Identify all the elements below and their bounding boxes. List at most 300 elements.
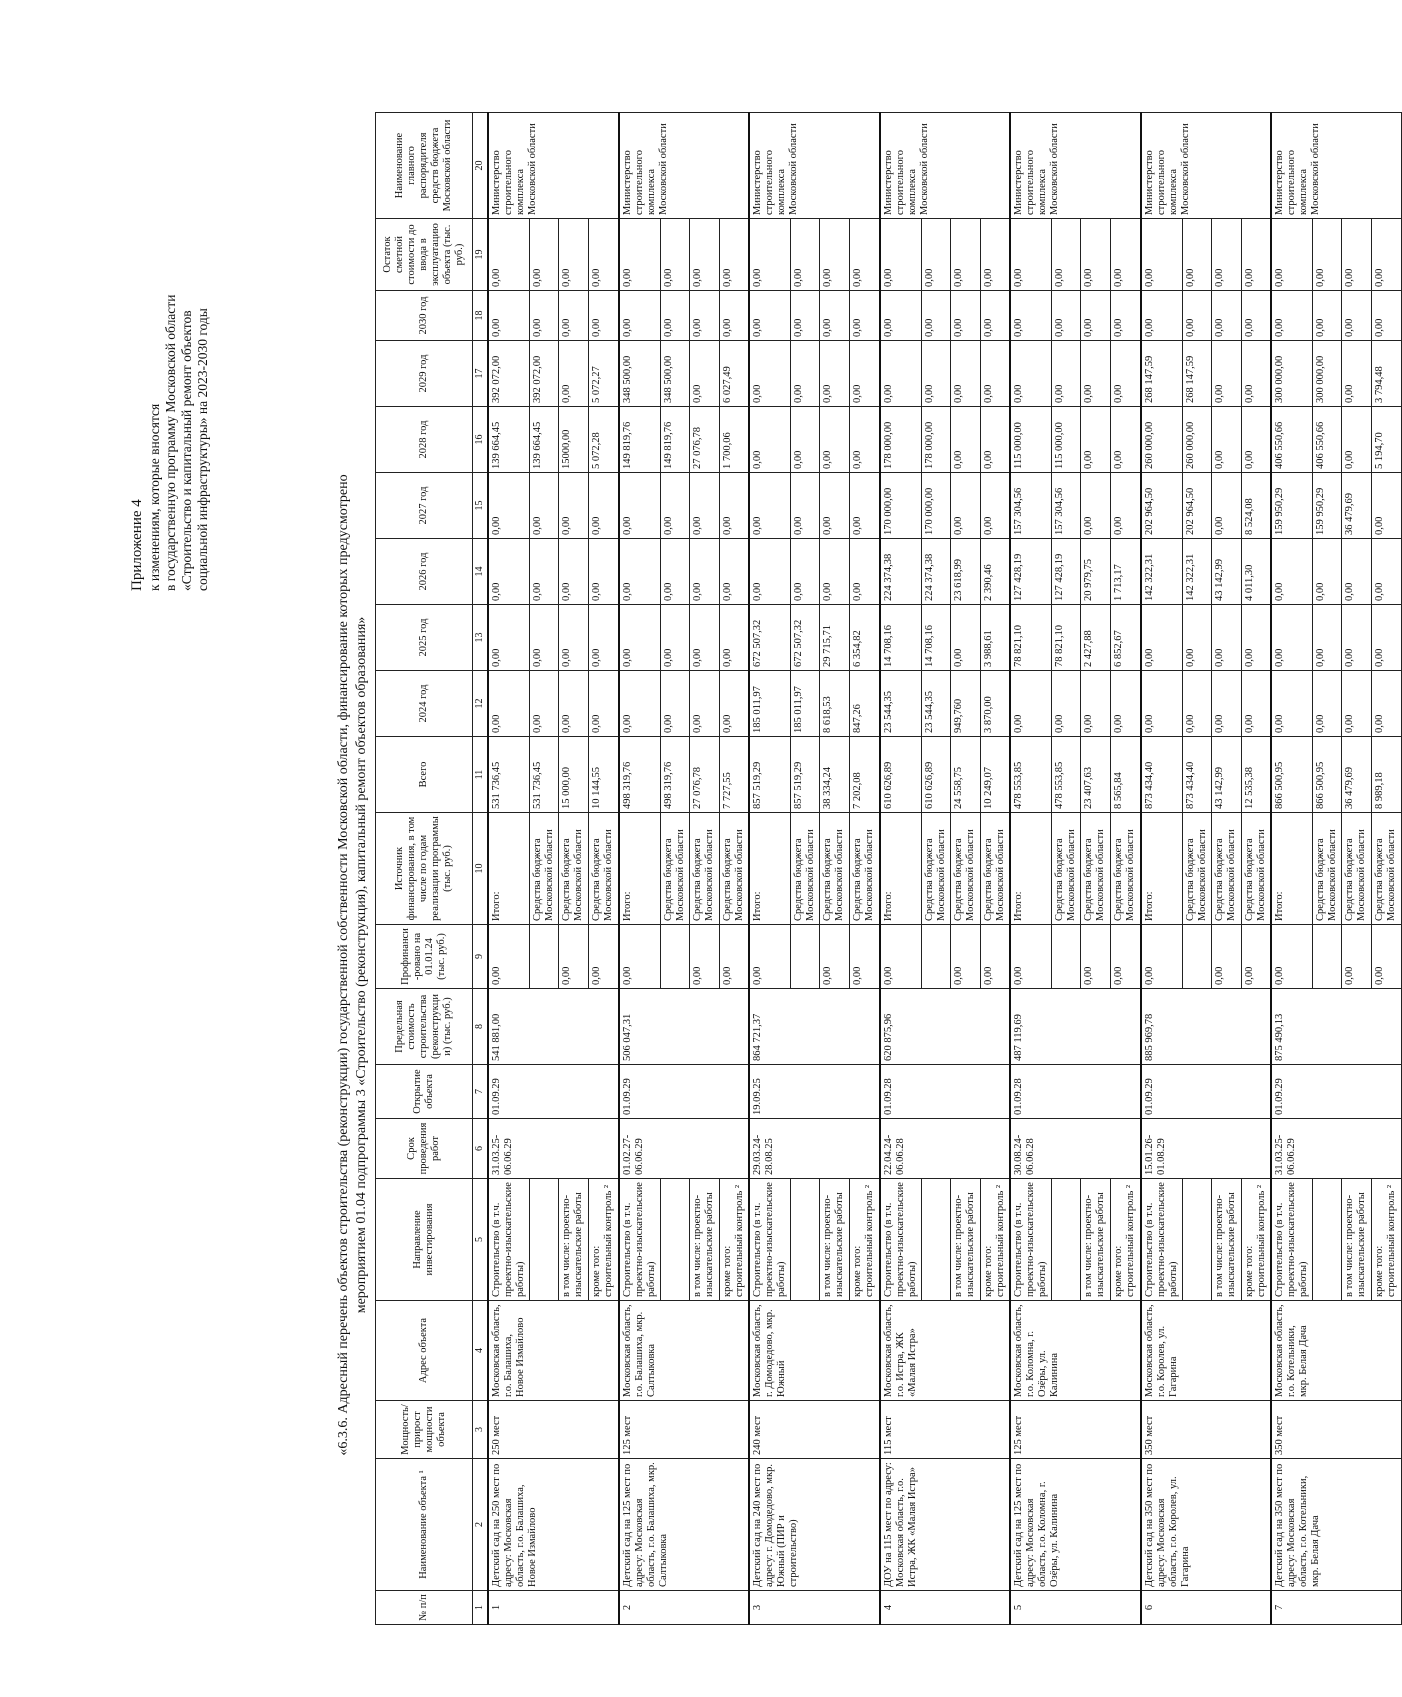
column-header: Адрес объекта bbox=[376, 1301, 473, 1401]
amount-total: 498 319,76 bbox=[660, 737, 689, 813]
column-header: Мощность/ прирост мощности объекта bbox=[376, 1401, 473, 1459]
column-header: 2029 год bbox=[376, 341, 473, 407]
table-caption bbox=[335, 445, 371, 1485]
column-index: 1 bbox=[473, 1591, 489, 1625]
limit-cost: 864 721,37 bbox=[749, 989, 880, 1065]
budget-distributor: Министерство строительного комплекса Московской области bbox=[749, 113, 880, 219]
amount-y2025: 6 852,67 bbox=[1111, 605, 1141, 671]
amount-y2029: 0,00 bbox=[950, 341, 980, 407]
amount-y2025: 0,00 bbox=[1342, 605, 1372, 671]
column-index: 10 bbox=[473, 813, 489, 925]
amount-total: 857 519,29 bbox=[791, 737, 820, 813]
amount-y2029: 0,00 bbox=[880, 341, 922, 407]
amount-y2029: 0,00 bbox=[559, 341, 589, 407]
work-term: 01.02.27-06.06.29 bbox=[619, 1119, 750, 1179]
financed-amount: 0,00 bbox=[1141, 925, 1183, 989]
budget-distributor: Министерство строительного комплекса Московской области bbox=[880, 113, 1011, 219]
financing-source: Итого: bbox=[488, 813, 530, 925]
amount-y2028: 406 550,66 bbox=[1271, 407, 1313, 473]
limit-cost: 620 875,96 bbox=[880, 989, 1011, 1065]
financing-source: Итого: bbox=[749, 813, 791, 925]
amount-y2026: 0,00 bbox=[1342, 539, 1372, 605]
table-row bbox=[1141, 113, 1183, 1625]
object-opening: 01.09.29 bbox=[619, 1065, 750, 1119]
amount-y2026: 0,00 bbox=[619, 539, 661, 605]
financing-source: Средства бюджета Московской области bbox=[950, 813, 980, 925]
amount-rest: 0,00 bbox=[1313, 219, 1342, 291]
amount-y2029: 5 072,27 bbox=[589, 341, 619, 407]
amount-y2024: 0,00 bbox=[1372, 671, 1402, 737]
amount-y2025: 0,00 bbox=[660, 605, 689, 671]
amount-y2026: 0,00 bbox=[791, 539, 820, 605]
amount-rest: 0,00 bbox=[1342, 219, 1372, 291]
amount-rest: 0,00 bbox=[950, 219, 980, 291]
financing-source: Итого: bbox=[1141, 813, 1183, 925]
financing-source: Средства бюджета Московской области bbox=[921, 813, 950, 925]
amount-y2025: 0,00 bbox=[589, 605, 619, 671]
column-index: 13 bbox=[473, 605, 489, 671]
amount-y2026: 4 011,30 bbox=[1241, 539, 1271, 605]
financing-source: Средства бюджета Московской области bbox=[1342, 813, 1372, 925]
amount-y2024: 0,00 bbox=[1081, 671, 1111, 737]
amount-y2026: 1 713,17 bbox=[1111, 539, 1141, 605]
object-name: Детский сад на 240 мест по адресу: г. Домодедово, мкр. Южный (ПИР и строительство) bbox=[749, 1459, 880, 1591]
amount-y2027: 36 479,69 bbox=[1342, 473, 1372, 539]
amount-y2025: 0,00 bbox=[619, 605, 661, 671]
column-index: 2 bbox=[473, 1459, 489, 1591]
financed-amount: 0,00 bbox=[980, 925, 1010, 989]
amount-y2027: 0,00 bbox=[950, 473, 980, 539]
amount-y2026: 0,00 bbox=[660, 539, 689, 605]
amount-y2025: 2 427,88 bbox=[1081, 605, 1111, 671]
amount-y2025: 29 715,71 bbox=[820, 605, 850, 671]
amount-total: 36 479,69 bbox=[1342, 737, 1372, 813]
amount-y2027: 0,00 bbox=[850, 473, 880, 539]
document-sheet bbox=[107, 115, 1397, 1655]
amount-total: 10 144,55 bbox=[589, 737, 619, 813]
object-address: Московская область, г. Домодедово, мкр. Южный bbox=[749, 1301, 880, 1401]
amount-y2027: 0,00 bbox=[689, 473, 719, 539]
investment-direction bbox=[1052, 1179, 1081, 1301]
amount-y2026: 224 374,38 bbox=[880, 539, 922, 605]
amount-y2029: 0,00 bbox=[1241, 341, 1271, 407]
column-index: 8 bbox=[473, 989, 489, 1065]
amount-y2028: 139 664,45 bbox=[488, 407, 530, 473]
financed-amount: 0,00 bbox=[488, 925, 530, 989]
budget-distributor: Министерство строительного комплекса Московской области bbox=[1271, 113, 1402, 219]
table-row bbox=[880, 113, 922, 1625]
amount-y2026: 142 322,31 bbox=[1182, 539, 1211, 605]
amount-y2028: 149 819,76 bbox=[660, 407, 689, 473]
financed-amount: 0,00 bbox=[1241, 925, 1271, 989]
budget-distributor: Министерство строительного комплекса Московской области bbox=[1010, 113, 1141, 219]
financed-amount bbox=[1052, 925, 1081, 989]
amount-y2026: 20 979,75 bbox=[1081, 539, 1111, 605]
object-number: 4 bbox=[880, 1591, 1011, 1625]
amount-y2029: 300 000,00 bbox=[1313, 341, 1342, 407]
amount-y2026: 23 618,99 bbox=[950, 539, 980, 605]
objects-table bbox=[375, 112, 1402, 1625]
object-name: Детский сад на 350 мест по адресу: Московская область, г.о. Котельники, мкр. Белая Дача bbox=[1271, 1459, 1402, 1591]
amount-y2029: 0,00 bbox=[980, 341, 1010, 407]
financed-amount: 0,00 bbox=[820, 925, 850, 989]
amount-y2024: 0,00 bbox=[660, 671, 689, 737]
object-number: 1 bbox=[488, 1591, 619, 1625]
amount-y2025: 3 988,61 bbox=[980, 605, 1010, 671]
financing-source: Средства бюджета Московской области bbox=[689, 813, 719, 925]
financed-amount: 0,00 bbox=[1342, 925, 1372, 989]
amount-y2028: 0,00 bbox=[1342, 407, 1372, 473]
financed-amount: 0,00 bbox=[719, 925, 749, 989]
amount-total: 857 519,29 bbox=[749, 737, 791, 813]
investment-direction: Строительство (в т.ч. проектно-изыскательские работы) bbox=[1010, 1179, 1052, 1301]
budget-distributor: Министерство строительного комплекса Московской области bbox=[619, 113, 750, 219]
amount-y2030: 0,00 bbox=[689, 291, 719, 341]
financed-amount: 0,00 bbox=[559, 925, 589, 989]
amount-y2026: 224 374,38 bbox=[921, 539, 950, 605]
amount-total: 498 319,76 bbox=[619, 737, 661, 813]
object-name: Детский сад на 125 мест по адресу: Московская область, г.о. Коломна, г. Озёры, ул. Калинина bbox=[1010, 1459, 1141, 1591]
amount-total: 8 565,84 bbox=[1111, 737, 1141, 813]
amount-y2024: 0,00 bbox=[559, 671, 589, 737]
amount-y2028: 0,00 bbox=[850, 407, 880, 473]
amount-y2030: 0,00 bbox=[980, 291, 1010, 341]
amount-y2027: 0,00 bbox=[530, 473, 559, 539]
amount-rest: 0,00 bbox=[1211, 219, 1241, 291]
table-row bbox=[1271, 113, 1313, 1625]
object-address: Московская область, г.о. Балашиха, Новое Измайлово bbox=[488, 1301, 619, 1401]
amount-y2030: 0,00 bbox=[619, 291, 661, 341]
appendix-header bbox=[129, 151, 211, 591]
amount-y2025: 0,00 bbox=[1271, 605, 1313, 671]
amount-rest: 0,00 bbox=[589, 219, 619, 291]
object-number: 7 bbox=[1271, 1591, 1402, 1625]
amount-y2030: 0,00 bbox=[950, 291, 980, 341]
amount-y2028: 0,00 bbox=[1111, 407, 1141, 473]
address-list-table bbox=[375, 119, 1402, 1625]
financing-source: Средства бюджета Московской области bbox=[791, 813, 820, 925]
financing-source: Средства бюджета Московской области bbox=[850, 813, 880, 925]
amount-y2024: 0,00 bbox=[689, 671, 719, 737]
budget-distributor: Министерство строительного комплекса Московской области bbox=[488, 113, 619, 219]
financing-source: Средства бюджета Московской области bbox=[530, 813, 559, 925]
amount-y2028: 1 700,06 bbox=[719, 407, 749, 473]
amount-y2029: 268 147,59 bbox=[1141, 341, 1183, 407]
column-header: Направление инвестирования bbox=[376, 1179, 473, 1301]
amount-rest: 0,00 bbox=[660, 219, 689, 291]
financing-source: Итого: bbox=[619, 813, 661, 925]
appendix-line-2: в государственную программу Московской области bbox=[163, 294, 178, 591]
amount-total: 478 553,85 bbox=[1052, 737, 1081, 813]
amount-y2029: 0,00 bbox=[1081, 341, 1111, 407]
amount-y2027: 0,00 bbox=[791, 473, 820, 539]
amount-y2029: 0,00 bbox=[689, 341, 719, 407]
object-number: 5 bbox=[1010, 1591, 1141, 1625]
amount-y2027: 157 304,56 bbox=[1010, 473, 1052, 539]
amount-total: 610 626,89 bbox=[880, 737, 922, 813]
amount-y2028: 406 550,66 bbox=[1313, 407, 1342, 473]
investment-direction: в том числе: проектно-изыскательские работы bbox=[950, 1179, 980, 1301]
amount-y2027: 159 950,29 bbox=[1271, 473, 1313, 539]
amount-y2025: 0,00 bbox=[689, 605, 719, 671]
amount-y2026: 0,00 bbox=[689, 539, 719, 605]
column-index: 18 bbox=[473, 291, 489, 341]
amount-y2028: 0,00 bbox=[1081, 407, 1111, 473]
investment-direction: в том числе: проектно-изыскательские работы bbox=[1081, 1179, 1111, 1301]
amount-rest: 0,00 bbox=[1271, 219, 1313, 291]
amount-y2026: 127 428,19 bbox=[1052, 539, 1081, 605]
investment-direction: кроме того: строительный контроль ² bbox=[719, 1179, 749, 1301]
financing-source: Итого: bbox=[880, 813, 922, 925]
column-index: 15 bbox=[473, 473, 489, 539]
amount-y2028: 0,00 bbox=[820, 407, 850, 473]
work-term: 31.03.25-06.06.29 bbox=[1271, 1119, 1402, 1179]
column-index: 3 bbox=[473, 1401, 489, 1459]
amount-y2030: 0,00 bbox=[1271, 291, 1313, 341]
table-header-row bbox=[376, 113, 473, 1625]
amount-y2026: 0,00 bbox=[1313, 539, 1342, 605]
amount-y2024: 949,760 bbox=[950, 671, 980, 737]
amount-y2026: 0,00 bbox=[488, 539, 530, 605]
column-index: 16 bbox=[473, 407, 489, 473]
amount-rest: 0,00 bbox=[980, 219, 1010, 291]
limit-cost: 885 969,78 bbox=[1141, 989, 1272, 1065]
amount-y2026: 0,00 bbox=[820, 539, 850, 605]
financed-amount: 0,00 bbox=[749, 925, 791, 989]
amount-y2028: 27 076,78 bbox=[689, 407, 719, 473]
investment-direction bbox=[1182, 1179, 1211, 1301]
amount-y2029: 0,00 bbox=[1111, 341, 1141, 407]
amount-y2026: 2 390,46 bbox=[980, 539, 1010, 605]
investment-direction: в том числе: проектно-изыскательские работы bbox=[559, 1179, 589, 1301]
amount-y2028: 5 194,70 bbox=[1372, 407, 1402, 473]
financed-amount: 0,00 bbox=[1081, 925, 1111, 989]
amount-y2024: 3 870,00 bbox=[980, 671, 1010, 737]
financing-source: Средства бюджета Московской области bbox=[1211, 813, 1241, 925]
appendix-line-4: социальной инфраструктуры» на 2023-2030 годы bbox=[195, 308, 210, 591]
table-row bbox=[749, 113, 791, 1625]
amount-rest: 0,00 bbox=[1241, 219, 1271, 291]
column-index: 6 bbox=[473, 1119, 489, 1179]
amount-y2025: 0,00 bbox=[1141, 605, 1183, 671]
work-term: 31.03.25-06.06.29 bbox=[488, 1119, 619, 1179]
financing-source: Итого: bbox=[1271, 813, 1313, 925]
amount-y2029: 392 072,00 bbox=[530, 341, 559, 407]
amount-y2029: 6 027,49 bbox=[719, 341, 749, 407]
amount-y2027: 0,00 bbox=[1211, 473, 1241, 539]
investment-direction: Строительство (в т.ч. проектно-изыскательские работы) bbox=[880, 1179, 922, 1301]
amount-y2028: 0,00 bbox=[749, 407, 791, 473]
amount-y2027: 0,00 bbox=[820, 473, 850, 539]
column-header: Наименование главного распорядителя средств бюджета Московской области bbox=[376, 113, 473, 219]
column-index: 11 bbox=[473, 737, 489, 813]
amount-y2027: 0,00 bbox=[488, 473, 530, 539]
amount-y2029: 0,00 bbox=[1052, 341, 1081, 407]
amount-y2030: 0,00 bbox=[1211, 291, 1241, 341]
amount-y2027: 0,00 bbox=[1081, 473, 1111, 539]
amount-y2024: 0,00 bbox=[1052, 671, 1081, 737]
amount-total: 531 736,45 bbox=[488, 737, 530, 813]
amount-y2027: 202 964,50 bbox=[1182, 473, 1211, 539]
amount-y2027: 0,00 bbox=[660, 473, 689, 539]
amount-y2024: 0,00 bbox=[1241, 671, 1271, 737]
amount-y2029: 392 072,00 bbox=[488, 341, 530, 407]
investment-direction: в том числе: проектно-изыскательские работы bbox=[820, 1179, 850, 1301]
amount-y2024: 0,00 bbox=[589, 671, 619, 737]
amount-total: 27 076,78 bbox=[689, 737, 719, 813]
table-row bbox=[619, 113, 661, 1625]
amount-y2029: 0,00 bbox=[1010, 341, 1052, 407]
amount-y2024: 0,00 bbox=[1211, 671, 1241, 737]
appendix-title: Приложение 4 bbox=[129, 499, 145, 591]
work-term: 22.04.24-06.06.28 bbox=[880, 1119, 1011, 1179]
caption-line-2: мероприятием 01.04 подпрограммы 3 «Строительство (реконструкция), капитальный ремонт объектов образования» bbox=[354, 616, 369, 1314]
financed-amount bbox=[1313, 925, 1342, 989]
amount-y2024: 0,00 bbox=[1111, 671, 1141, 737]
object-address: Московская область, г.о. Коломна, г. Озёры, ул. Калинина bbox=[1010, 1301, 1141, 1401]
amount-y2024: 8 618,53 bbox=[820, 671, 850, 737]
amount-y2030: 0,00 bbox=[719, 291, 749, 341]
amount-y2024: 185 011,97 bbox=[749, 671, 791, 737]
limit-cost: 487 119,69 bbox=[1010, 989, 1141, 1065]
object-opening: 01.09.29 bbox=[1271, 1065, 1402, 1119]
investment-direction: Строительство (в т.ч. проектно-изыскательские работы) bbox=[1271, 1179, 1313, 1301]
amount-rest: 0,00 bbox=[880, 219, 922, 291]
limit-cost: 541 881,00 bbox=[488, 989, 619, 1065]
amount-y2025: 14 708,16 bbox=[921, 605, 950, 671]
financed-amount: 0,00 bbox=[1372, 925, 1402, 989]
financed-amount bbox=[791, 925, 820, 989]
column-header: Открытие объекта bbox=[376, 1065, 473, 1119]
object-address: Московская область, г.о. Котельники, мкр. Белая Дача bbox=[1271, 1301, 1402, 1401]
financing-source: Средства бюджета Московской области bbox=[1081, 813, 1111, 925]
financing-source: Средства бюджета Московской области bbox=[719, 813, 749, 925]
amount-y2030: 0,00 bbox=[880, 291, 922, 341]
amount-y2029: 348 500,00 bbox=[619, 341, 661, 407]
amount-y2026: 142 322,31 bbox=[1141, 539, 1183, 605]
amount-y2030: 0,00 bbox=[1052, 291, 1081, 341]
object-capacity: 240 мест bbox=[749, 1401, 880, 1459]
amount-y2028: 260 000,00 bbox=[1182, 407, 1211, 473]
amount-y2024: 23 544,35 bbox=[880, 671, 922, 737]
amount-rest: 0,00 bbox=[488, 219, 530, 291]
amount-y2026: 0,00 bbox=[1372, 539, 1402, 605]
investment-direction bbox=[1313, 1179, 1342, 1301]
financing-source: Средства бюджета Московской области bbox=[1111, 813, 1141, 925]
financed-amount: 0,00 bbox=[689, 925, 719, 989]
amount-y2024: 0,00 bbox=[1141, 671, 1183, 737]
amount-rest: 0,00 bbox=[1010, 219, 1052, 291]
amount-y2029: 0,00 bbox=[820, 341, 850, 407]
object-capacity: 350 мест bbox=[1271, 1401, 1402, 1459]
object-capacity: 125 мест bbox=[619, 1401, 750, 1459]
amount-y2025: 0,00 bbox=[950, 605, 980, 671]
object-opening: 01.09.28 bbox=[1010, 1065, 1141, 1119]
amount-y2024: 0,00 bbox=[530, 671, 559, 737]
amount-rest: 0,00 bbox=[1111, 219, 1141, 291]
financed-amount: 0,00 bbox=[1010, 925, 1052, 989]
financing-source: Средства бюджета Московской области bbox=[1313, 813, 1342, 925]
object-name: Детский сад на 125 мест по адресу: Московская область, г.о. Балашиха, мкр. Салтыковка bbox=[619, 1459, 750, 1591]
amount-y2029: 3 794,48 bbox=[1372, 341, 1402, 407]
financing-source: Средства бюджета Московской области bbox=[1241, 813, 1271, 925]
amount-y2030: 0,00 bbox=[1342, 291, 1372, 341]
investment-direction: кроме того: строительный контроль ² bbox=[850, 1179, 880, 1301]
column-index: 19 bbox=[473, 219, 489, 291]
financed-amount bbox=[530, 925, 559, 989]
object-opening: 01.09.29 bbox=[1141, 1065, 1272, 1119]
amount-rest: 0,00 bbox=[921, 219, 950, 291]
amount-y2030: 0,00 bbox=[660, 291, 689, 341]
financed-amount: 0,00 bbox=[619, 925, 661, 989]
column-index: 5 bbox=[473, 1179, 489, 1301]
amount-y2024: 0,00 bbox=[488, 671, 530, 737]
column-index: 14 bbox=[473, 539, 489, 605]
amount-y2027: 0,00 bbox=[1372, 473, 1402, 539]
table-row bbox=[1010, 113, 1052, 1625]
amount-y2028: 0,00 bbox=[791, 407, 820, 473]
investment-direction: кроме того: строительный контроль ² bbox=[589, 1179, 619, 1301]
financed-amount: 0,00 bbox=[589, 925, 619, 989]
amount-y2029: 0,00 bbox=[791, 341, 820, 407]
investment-direction: Строительство (в т.ч. проектно-изыскательские работы) bbox=[488, 1179, 530, 1301]
amount-total: 24 558,75 bbox=[950, 737, 980, 813]
amount-total: 866 500,95 bbox=[1313, 737, 1342, 813]
object-address: Московская область, г.о. Истра, ЖК «Малая Истра» bbox=[880, 1301, 1011, 1401]
column-index: 17 bbox=[473, 341, 489, 407]
investment-direction bbox=[791, 1179, 820, 1301]
amount-y2030: 0,00 bbox=[488, 291, 530, 341]
amount-y2030: 0,00 bbox=[1010, 291, 1052, 341]
amount-rest: 0,00 bbox=[1372, 219, 1402, 291]
amount-y2030: 0,00 bbox=[589, 291, 619, 341]
amount-y2028: 5 072,28 bbox=[589, 407, 619, 473]
column-header: № п/п bbox=[376, 1591, 473, 1625]
amount-y2030: 0,00 bbox=[1141, 291, 1183, 341]
appendix-line-1: к изменениям, которые вносятся bbox=[147, 403, 162, 591]
amount-y2026: 127 428,19 bbox=[1010, 539, 1052, 605]
work-term: 15.01.26-01.08.29 bbox=[1141, 1119, 1272, 1179]
column-index: 4 bbox=[473, 1301, 489, 1401]
investment-direction: кроме того: строительный контроль ² bbox=[1111, 1179, 1141, 1301]
amount-y2030: 0,00 bbox=[559, 291, 589, 341]
amount-y2028: 0,00 bbox=[1211, 407, 1241, 473]
amount-y2027: 0,00 bbox=[619, 473, 661, 539]
financed-amount: 0,00 bbox=[1211, 925, 1241, 989]
amount-y2025: 0,00 bbox=[1372, 605, 1402, 671]
investment-direction: кроме того: строительный контроль ² bbox=[980, 1179, 1010, 1301]
investment-direction: в том числе: проектно-изыскательские работы bbox=[689, 1179, 719, 1301]
amount-y2026: 0,00 bbox=[719, 539, 749, 605]
amount-y2029: 0,00 bbox=[749, 341, 791, 407]
amount-y2028: 178 000,00 bbox=[921, 407, 950, 473]
amount-y2028: 149 819,76 bbox=[619, 407, 661, 473]
amount-y2026: 0,00 bbox=[850, 539, 880, 605]
amount-y2025: 672 507,32 bbox=[791, 605, 820, 671]
amount-y2028: 260 000,00 bbox=[1141, 407, 1183, 473]
object-name: ДОУ на 115 мест по адресу: Московская область, г.о. Истра, ЖК «Малая Истра» bbox=[880, 1459, 1011, 1591]
object-name: Детский сад на 350 мест по адресу: Московская область, г.о. Королев, ул. Гагарина bbox=[1141, 1459, 1272, 1591]
amount-total: 15 000,00 bbox=[559, 737, 589, 813]
financed-amount bbox=[660, 925, 689, 989]
amount-y2025: 78 821,10 bbox=[1052, 605, 1081, 671]
limit-cost: 875 490,13 bbox=[1271, 989, 1402, 1065]
amount-rest: 0,00 bbox=[619, 219, 661, 291]
amount-y2026: 0,00 bbox=[589, 539, 619, 605]
investment-direction: Строительство (в т.ч. проектно-изыскательские работы) bbox=[1141, 1179, 1183, 1301]
amount-y2027: 0,00 bbox=[719, 473, 749, 539]
financing-source: Средства бюджета Московской области bbox=[1052, 813, 1081, 925]
